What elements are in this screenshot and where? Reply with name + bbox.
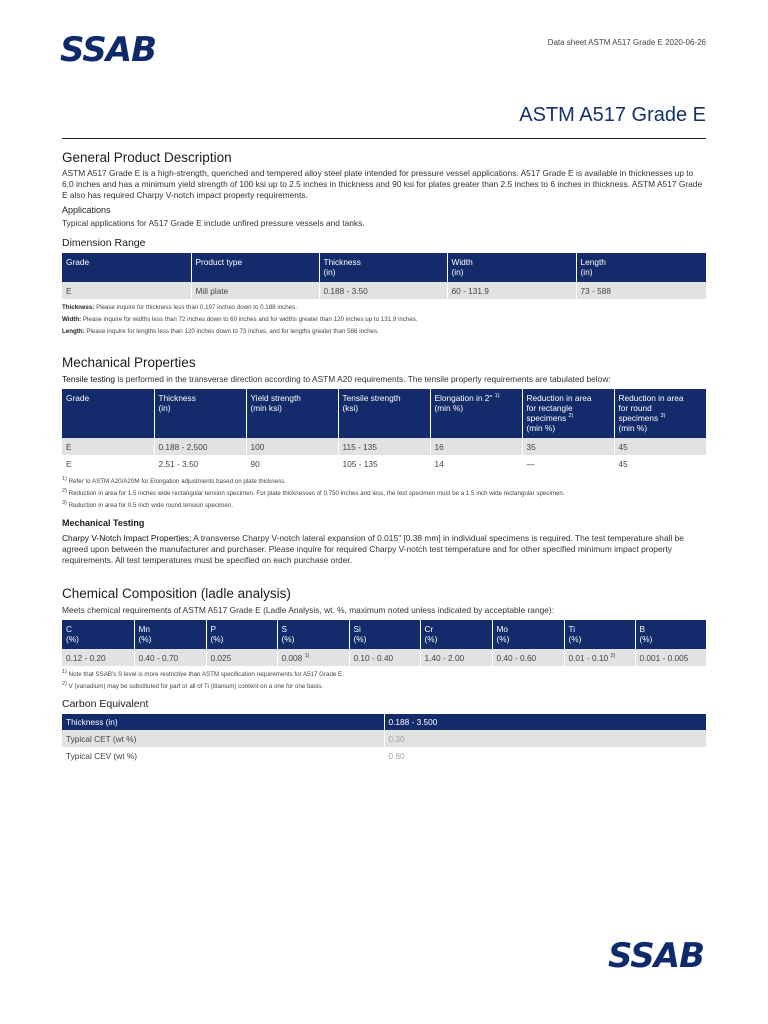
dimension-heading: Dimension Range (62, 237, 146, 249)
mech-header-grade: Grade (62, 389, 154, 438)
table-row (62, 649, 706, 666)
chem-footnote-1: $^{1)}$ Note that SSAB's S level is more restrictive than ASTM specification requirements for A517 Grade E. (62, 668, 344, 678)
carbon-header-range: 0.188 - 3.500 (384, 714, 706, 730)
table-cell: 0.40 - 0.60 (492, 649, 564, 666)
dimension-header-row (62, 253, 706, 282)
mech-footnote-1: $^{1)}$ Refer to ASTM A20/A20M for Elongation adjustments based on plate thickness. (62, 475, 286, 485)
general-description: ASTM A517 Grade E is a high-strength, quenched and tempered alloy steel plate intended for pressure vessel applications. A517 Grade E is available in thicknesses up to 6.0 inches and has a minimum yield strength of 100 ksi up to 2.5 inches in thickness and 90 ksi for plates greater than 2.5 inches to 6 inches in thickness. ASTM A517 Grade E also has required Charpy V-notch impact property requirements. (62, 168, 703, 200)
table-cell: 0.01 - 0.10 $^{2)}$ (564, 649, 635, 666)
table-row (62, 455, 706, 472)
mech-header-yield: Yield strength (min ksi) (246, 389, 338, 438)
chem-header-p: P (%) (206, 620, 277, 649)
applications-text: Typical applications for A517 Grade E include unfired pressure vessels and tanks. (62, 218, 365, 228)
mechanical-heading: Mechanical Properties (62, 355, 196, 370)
chem-header-c: C (%) (62, 620, 134, 649)
table-cell: 45 (614, 438, 706, 455)
ssab-logo-top: SSAB (60, 30, 156, 70)
carbon-heading: Carbon Equivalent (62, 698, 149, 710)
mech-header-elongation: Elongation in 2" $^{1)}$ (min %) (430, 389, 522, 438)
mechanical-testing-heading: Mechanical Testing (62, 518, 145, 528)
general-heading: General Product Description (62, 150, 232, 165)
table-cell: 115 - 135 (338, 438, 430, 455)
applications-heading: Applications (62, 205, 111, 215)
chem-header-mn: Mn (%) (134, 620, 206, 649)
table-cell: 0.10 - 0.40 (349, 649, 420, 666)
document-meta: Data sheet ASTM A517 Grade E 2020-06-26 (547, 38, 706, 47)
table-cell: 1.40 - 2.00 (420, 649, 492, 666)
chem-header-s: S (%) (277, 620, 349, 649)
table-cell: E (62, 438, 154, 455)
mech-header-reduction-rect: Reduction in area for rectangle specimens $^{2)}$ (min %) (522, 389, 614, 438)
chem-header-b: B (%) (635, 620, 706, 649)
dimension-header-thickness: Thickness (in) (319, 253, 447, 282)
table-cell: 60 - 131.9 (447, 282, 576, 299)
table-cell: E (62, 455, 154, 472)
chem-header-si: Si (%) (349, 620, 420, 649)
table-cell: 0.60 (388, 750, 405, 761)
table-cell: 105 - 135 (338, 455, 430, 472)
carbon-header-row (62, 714, 706, 730)
table-cell: 0.001 - 0.005 (635, 649, 706, 666)
table-cell: 0.008 $^{1)}$ (277, 649, 349, 666)
carbon-table (62, 714, 706, 764)
table-cell: 0.40 - 0.70 (134, 649, 206, 666)
dimension-header-length: Length (in) (576, 253, 706, 282)
charpy-text: Charpy V-Notch Impact Properties: A transverse Charpy V-notch lateral expansion of 0.015" [0.38 mm] in individual specimens is required. The test temperature shall be agreed upon between the manufacturer and purchaser. Please inquire for required Charpy V-notch test temperature and for other specified minimum impact property requirements. All test temperatures must be specified on each purchase order. (62, 533, 684, 565)
chem-header-ti: Ti (%) (564, 620, 635, 649)
dimension-table (62, 253, 706, 299)
mech-header-reduction-round: Reduction in area for round specimens $^{3)}$ (min %) (614, 389, 706, 438)
table-cell: 45 (618, 458, 628, 469)
table-cell: 0.12 - 0.20 (62, 649, 134, 666)
table-row (62, 730, 706, 747)
table-cell: 0.025 (206, 649, 277, 666)
table-cell: 14 (430, 455, 522, 472)
table-row (62, 438, 706, 455)
table-cell: 73 - 588 (576, 282, 706, 299)
table-cell: 0.188 - 2.500 (154, 438, 246, 455)
table-cell: 35 (522, 438, 614, 455)
table-cell: Typical CEV (wt %) (62, 747, 384, 764)
table-cell: Typical CET (wt %) (62, 730, 384, 747)
chemical-heading: Chemical Composition (ladle analysis) (62, 586, 291, 601)
table-cell: 100 (246, 438, 338, 455)
dimension-header-width: Width (in) (447, 253, 576, 282)
table-cell: 16 (430, 438, 522, 455)
carbon-header-thickness: Thickness (in) (62, 714, 384, 730)
dimension-note-thickness: Thickness: Please inquire for thickness less than 0.197 inches down to 0.188 inches. (62, 304, 297, 311)
title-divider (62, 138, 706, 139)
table-cell: Mill plate (191, 282, 319, 299)
table-cell: 2.51 - 3.50 (154, 455, 246, 472)
mech-footnote-2: $^{2)}$ Reduction in area for 1.5 inches wide rectangular tension specimen. For plate thicknesses of 0.750 inches and less, the test specimen must be a 1.5 inch wide rectangular specimen. (62, 487, 565, 497)
table-cell: — (522, 455, 614, 472)
mechanical-header-row (62, 389, 706, 438)
table-row (62, 282, 706, 299)
table-cell: E (62, 282, 191, 299)
dimension-note-length: Length: Please inquire for lengths less than 120 inches down to 73 inches, and for lengths greater than 588 inches. (62, 328, 379, 335)
table-cell: 0.30 (384, 730, 706, 747)
page-title: ASTM A517 Grade E (519, 104, 706, 126)
chem-footnote-2: $^{2)}$ V (vanadium) may be substituted for part or all of Ti (titanium) content on a one for one basis. (62, 680, 324, 690)
dimension-header-grade: Grade (62, 253, 191, 282)
mechanical-table (62, 389, 706, 472)
dimension-header-product-type: Product type (191, 253, 319, 282)
mech-footnote-3: $^{3)}$ Reduction in area for 0.5 inch wide round tension specimen. (62, 499, 234, 509)
table-cell: 90 (246, 455, 338, 472)
mech-header-thickness: Thickness (in) (154, 389, 246, 438)
chemical-intro: Meets chemical requirements of ASTM A517 Grade E (Ladle Analysis, wt. %, maximum noted unless indicated by acceptable range): (62, 605, 555, 615)
chem-header-mo: Mo (%) (492, 620, 564, 649)
chemical-table (62, 620, 706, 666)
table-cell: 0.188 - 3.50 (319, 282, 447, 299)
chem-header-cr: Cr (%) (420, 620, 492, 649)
dimension-note-width: Width: Please inquire for widths less than 72 inches down to 60 inches and for widths greater than 120 inches up to 131.9 inches. (62, 316, 418, 323)
chemical-header-row (62, 620, 706, 649)
mech-header-tensile: Tensile strength (ksi) (338, 389, 430, 438)
ssab-logo-bottom: SSAB (608, 936, 704, 976)
table-row (62, 747, 706, 764)
tensile-intro: Tensile testing is performed in the transverse direction according to ASTM A20 requirements. The tensile property requirements are tabulated below: (62, 374, 611, 384)
